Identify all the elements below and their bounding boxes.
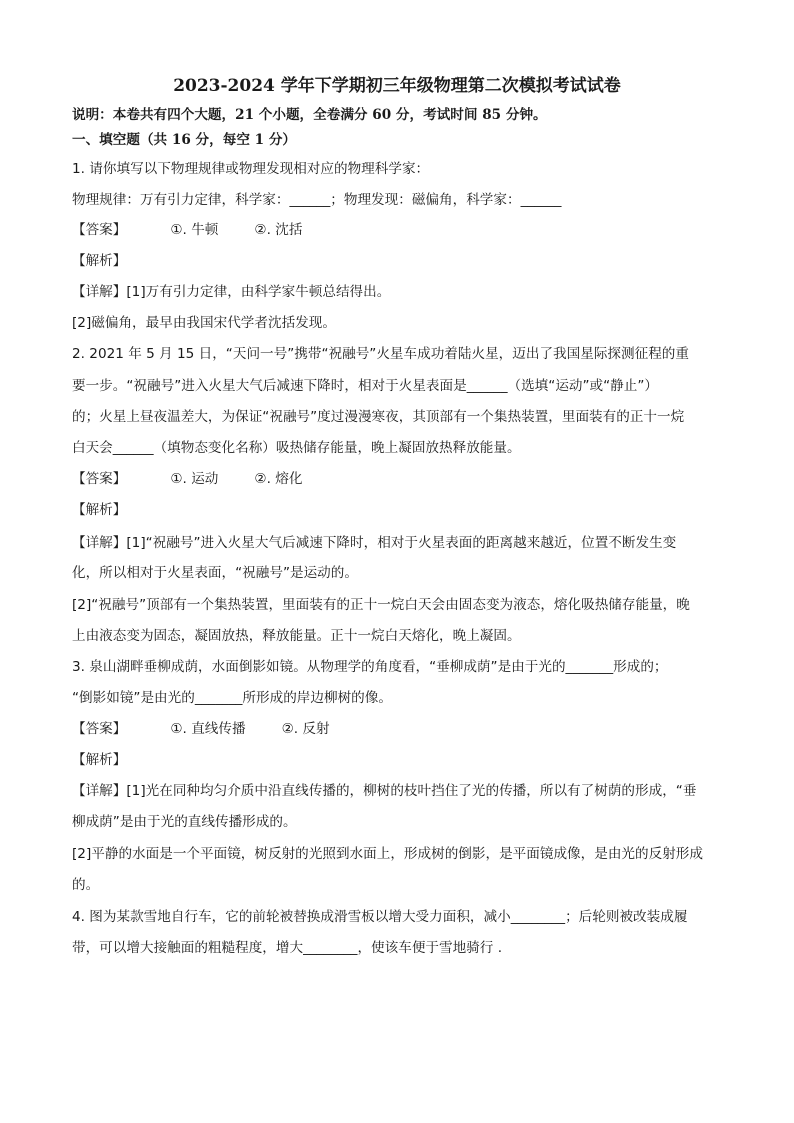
- q3-detail-2: [2]平静的水面是一个平面镜，树反射的光照到水面上，形成树的倒影，是平面镜成像，是由光的反射形成: [72, 846, 703, 862]
- q2-detail-1-text: [1]“祝融号”进入火星大气后减速下降时，相对于火星表面的距离越来越近，位置不断发生变: [126, 535, 677, 551]
- q3-detail-1-text: [1]光在同种均匀介质中沿直线传播的，柳树的枝叶挡住了光的传播，所以有了树荫的形成，“垂: [126, 783, 697, 799]
- detail-label: 【详解】: [72, 535, 127, 551]
- answer-label: 【答案】: [72, 222, 127, 238]
- q3-detail-1: [72, 781, 696, 801]
- q1-blanks: 物理规律：万有引力定律，科学家：______；物理发现：磁偏角，科学家：______: [72, 192, 562, 208]
- q2-stem-3: 的；火星上昼夜温差大，为保证“祝融号”度过漫漫寒夜，其顶部有一个集热装置，里面装有的正十一烷: [72, 409, 685, 425]
- q2-stem-4: 白天会______（填物态变化名称）吸热储存能量，晚上凝固放热释放能量。: [72, 440, 521, 456]
- q3-detail-2-cont: 的。: [72, 877, 100, 893]
- analysis-label: 【解析】: [72, 253, 127, 269]
- q1-detail-1: [72, 282, 390, 302]
- q2-detail-1-cont: 化，所以相对于火星表面，“祝融号”是运动的。: [72, 565, 358, 581]
- q2-stem-2: 要一步。“祝融号”进入火星大气后减速下降时，相对于火星表面是______（选填“运动”或“静止”）: [72, 378, 659, 394]
- q3-stem-1: 3. 泉山湖畔垂柳成荫，水面倒影如镜。从物理学的角度看，“垂柳成荫”是由于光的_______形成的；: [72, 659, 668, 675]
- q3-answer-2: ②. 反射: [281, 721, 330, 737]
- q2-answer-2: ②. 熔化: [254, 471, 303, 487]
- q2-stem-1: 2. 2021 年 5 月 15 日，“天问一号”携带“祝融号”火星车成功着陆火星，迈出了我国星际探测征程的重: [72, 346, 689, 362]
- detail-label: 【详解】: [72, 783, 127, 799]
- q1-answer-1: ①. 牛顿: [170, 222, 219, 238]
- q3-stem-2: “倒影如镜”是由光的_______所形成的岸边柳树的像。: [72, 690, 392, 706]
- q2-detail-2: [2]“祝融号”顶部有一个集热装置，里面装有的正十一烷白天会由固态变为液态，熔化吸热储存能量，晚: [72, 597, 690, 613]
- q1-answer: [72, 220, 302, 240]
- q2-answer: [72, 469, 302, 489]
- page-title: 2023-2024 学年下学期初三年级物理第二次模拟考试试卷: [173, 76, 621, 96]
- q1-answer-2: ②. 沈括: [254, 222, 303, 238]
- q4-stem-2: 带，可以增大接触面的粗糙程度，增大________，使该车便于雪地骑行 .: [72, 940, 503, 956]
- answer-label: 【答案】: [72, 471, 127, 487]
- q3-answer-1: ①. 直线传播: [170, 721, 246, 737]
- detail-label: 【详解】: [72, 284, 127, 300]
- q4-stem-1: 4. 图为某款雪地自行车，它的前轮被替换成滑雪板以增大受力面积，减小________；后轮则被改装成履: [72, 909, 688, 925]
- q2-detail-1: [72, 533, 676, 553]
- analysis-label: 【解析】: [72, 752, 127, 768]
- q3-answer: [72, 719, 330, 739]
- q1-detail-2: [2]磁偏角，最早由我国宋代学者沈括发现。: [72, 315, 336, 331]
- q2-detail-2-cont: 上由液态变为固态，凝固放热，释放能量。正十一烷白天熔化，晚上凝固。: [72, 628, 521, 644]
- analysis-label: 【解析】: [72, 502, 127, 518]
- section-heading: 一、填空题（共 16 分，每空 1 分）: [72, 132, 297, 148]
- q2-answer-1: ①. 运动: [170, 471, 219, 487]
- q1-detail-1-text: [1]万有引力定律，由科学家牛顿总结得出。: [126, 284, 391, 300]
- q3-detail-1-cont: 柳成荫”是由于光的直线传播形成的。: [72, 814, 297, 830]
- answer-label: 【答案】: [72, 721, 127, 737]
- q1-stem: 1. 请你填写以下物理规律或物理发现相对应的物理科学家：: [72, 161, 430, 177]
- exam-note: 说明：本卷共有四个大题，21 个小题，全卷满分 60 分，考试时间 85 分钟。: [72, 107, 547, 123]
